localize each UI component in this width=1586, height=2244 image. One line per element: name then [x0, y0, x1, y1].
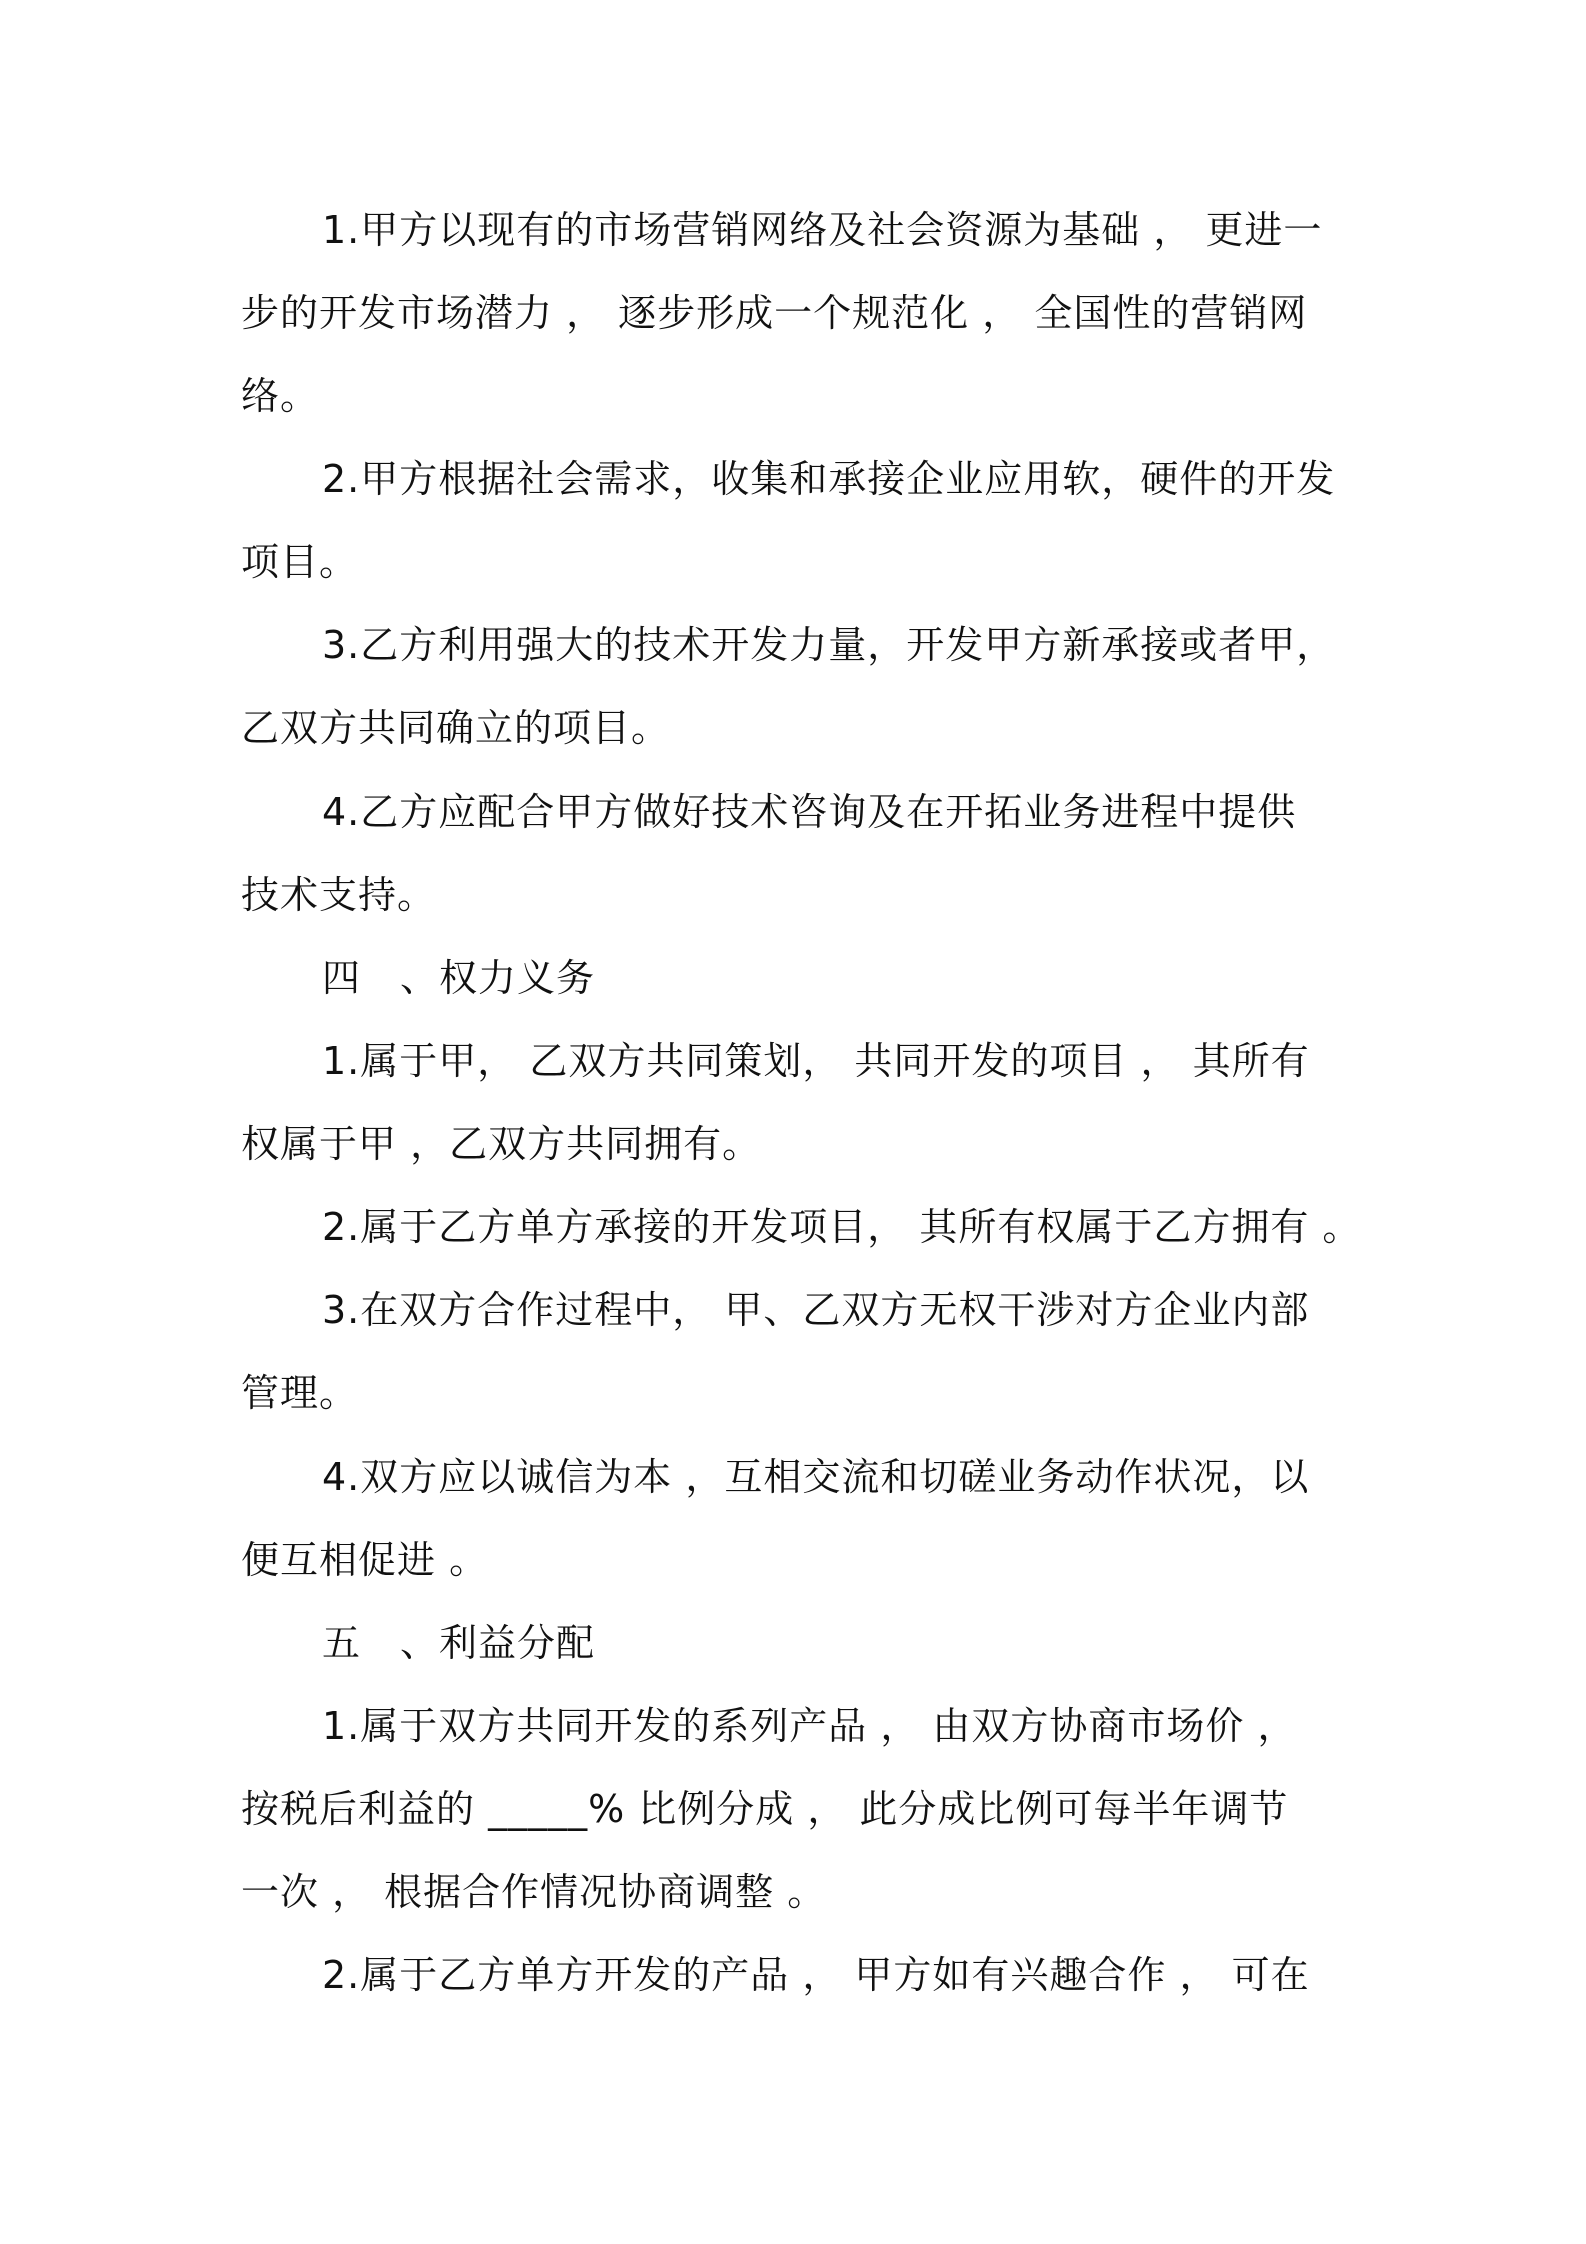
- paragraph-4-line-2: 技术支持。: [241, 873, 437, 917]
- paragraph-10-line-1: 2.属于乙方单方开发的产品 ， 甲方如有兴趣合作 ， 可在: [322, 1953, 1310, 1997]
- paragraph-5-line-2: 权属于甲 ，乙双方共同拥有。: [241, 1122, 762, 1166]
- paragraph-7-line-1: 3.在双方合作过程中， 甲、乙双方无权干涉对方企业内部: [322, 1288, 1310, 1332]
- paragraph-3-line-1: 3.乙方利用强大的技术开发力量，开发甲方新承接或者甲，: [322, 623, 1336, 667]
- paragraph-2-line-2: 项目。: [241, 540, 359, 584]
- section-heading-4: 四 、权力义务: [322, 956, 596, 1000]
- paragraph-9-line-3: 一次 ， 根据合作情况协商调整 。: [241, 1870, 827, 1914]
- paragraph-6-line-1: 2.属于乙方单方承接的开发项目， 其所有权属于乙方拥有 。: [322, 1205, 1362, 1249]
- paragraph-2-line-1: 2.甲方根据社会需求，收集和承接企业应用软，硬件的开发: [322, 457, 1336, 501]
- paragraph-9-line-1: 1.属于双方共同开发的系列产品 ， 由双方协商市场价 ，: [322, 1704, 1297, 1748]
- paragraph-5-line-1: 1.属于甲， 乙双方共同策划， 共同开发的项目 ， 其所有: [322, 1039, 1310, 1083]
- paragraph-1-line-2: 步的开发市场潜力 ， 逐步形成一个规范化 ， 全国性的营销网: [241, 291, 1308, 335]
- paragraph-3-line-2: 乙双方共同确立的项目。: [241, 706, 671, 750]
- paragraph-1-line-3: 络。: [241, 374, 320, 418]
- paragraph-8-line-2: 便互相促进 。: [241, 1538, 489, 1582]
- paragraph-8-line-1: 4.双方应以诚信为本 ，互相交流和切磋业务动作状况，以: [322, 1455, 1310, 1499]
- paragraph-4-line-1: 4.乙方应配合甲方做好技术咨询及在开拓业务进程中提供: [322, 790, 1297, 834]
- paragraph-1-line-1: 1.甲方以现有的市场营销网络及社会资源为基础 ， 更进一: [322, 208, 1323, 252]
- paragraph-9-line-2: 按税后利益的 _____% 比例分成 ， 此分成比例可每半年调节: [241, 1787, 1289, 1831]
- paragraph-7-line-2: 管理。: [241, 1371, 359, 1415]
- section-heading-5: 五 、利益分配: [322, 1621, 596, 1665]
